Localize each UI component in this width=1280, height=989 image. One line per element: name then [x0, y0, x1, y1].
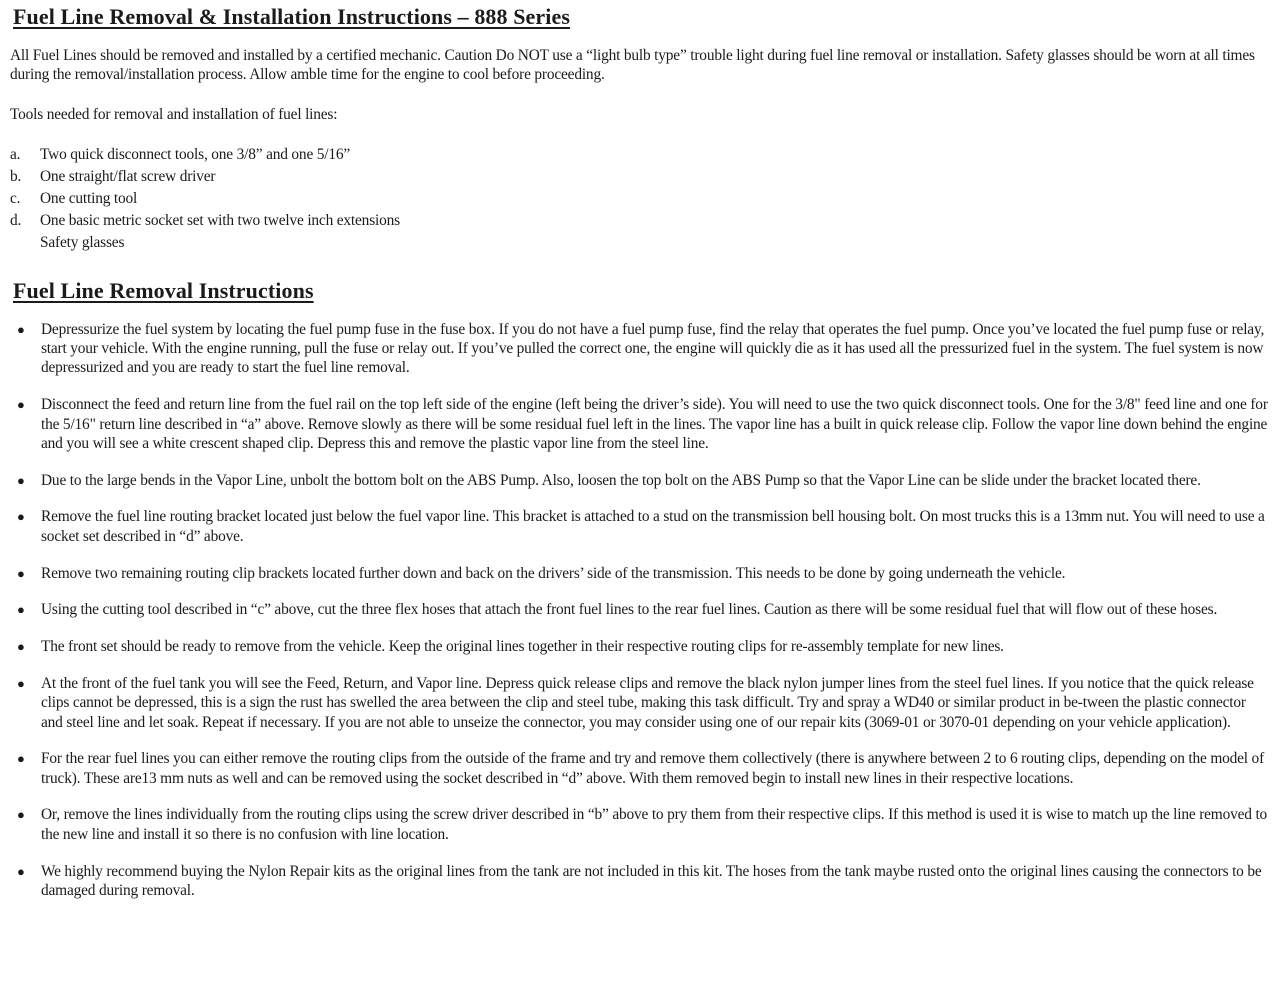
tool-text-d: One basic metric socket set with two twelve inch extensions: [40, 211, 400, 229]
section-heading: [13, 278, 1268, 304]
tool-item-a: [10, 144, 1268, 166]
bullet-icon: ●: [17, 863, 25, 879]
instruction-step-1: [10, 320, 1268, 378]
instruction-step-6: [10, 600, 1268, 619]
bullet-icon: ●: [17, 751, 25, 767]
step-text-7: The front set should be ready to remove from the vehicle. Keep the original lines together in their respective routing clips for re-assembly template for new lines.: [41, 638, 1004, 656]
instruction-steps: [10, 320, 1268, 900]
instruction-step-11: [10, 862, 1268, 901]
instruction-step-3: [10, 471, 1268, 490]
instruction-step-5: [10, 564, 1268, 583]
step-text-9: For the rear fuel lines you can either remove the routing clips from the outside of the frame and try and remove them collectively (there is anywhere between 2 to 6 routing clips, depending on the model of truck). These are13 mm nuts as well and can be removed using the socket described in “d” above. With them removed begin to install new lines in their respective locations.: [41, 750, 1265, 787]
tool-text-b: One straight/flat screw driver: [40, 167, 216, 185]
section-heading-text: Fuel Line Removal Instructions: [13, 277, 314, 303]
bullet-icon: ●: [17, 807, 25, 823]
bullet-icon: ●: [17, 675, 25, 691]
tool-text-safety-glasses: Safety glasses: [40, 233, 125, 251]
tool-item-d: [10, 210, 1268, 232]
instruction-step-8: [10, 674, 1268, 732]
step-text-11: We highly recommend buying the Nylon Repair kits as the original lines from the tank are not included in this kit. The hoses from the tank maybe rusted onto the original lines causing the connectors to be damaged during removal.: [41, 862, 1262, 899]
tool-marker-c: c.: [10, 189, 21, 207]
instruction-step-9: [10, 749, 1268, 788]
tools-heading: Tools needed for removal and installation of fuel lines:: [10, 105, 338, 123]
tool-marker-b: b.: [10, 167, 22, 185]
instruction-step-4: [10, 507, 1268, 546]
step-text-5: Remove two remaining routing clip brackets located further down and back on the drivers’ side of the transmission. This needs to be done by going underneath the vehicle.: [41, 564, 1066, 582]
step-text-10: Or, remove the lines individually from the routing clips using the screw driver described in “b” above to pry them from their respective clips. If this method is used it is wise to match up the line removed to the new line and install it so there is no confusion with line location.: [41, 806, 1268, 843]
step-text-4: Remove the fuel line routing bracket located just below the fuel vapor line. This bracket is attached to a stud on the transmission bell housing bolt. On most trucks this is a 13mm nut. You will need to use a socket set described in “d” above.: [41, 508, 1265, 545]
bullet-icon: ●: [17, 639, 25, 655]
tool-text-c: One cutting tool: [40, 189, 138, 207]
step-text-8: At the front of the fuel tank you will see the Feed, Return, and Vapor line. Depress quick release clips and remove the black nylon jumper lines from the steel fuel lines. If you notice that the quick release clips cannot be depressed, this is a sign the rust has swelled the area between the clip and steel tube, making this task difficult. Try and spray a WD40 or similar product in be-tween the plastic connector and steel line and let soak. Repeat if necessary. If you are not able to unseize the connector, you may consider using one of our repair kits (3069-01 or 3070-01 depending on your vehicle application).: [41, 674, 1254, 731]
bullet-icon: ●: [17, 602, 25, 618]
intro-paragraph: All Fuel Lines should be removed and installed by a certified mechanic. Caution Do NOT use a “light bulb type” trouble light during fuel line removal or installation. Safety glasses should be worn at all times during the removal/installation process. Allow amble time for the engine to cool before proceeding.: [10, 47, 1255, 84]
tool-text-a: Two quick disconnect tools, one 3/8” and one 5/16”: [40, 145, 351, 163]
tool-item-c: [10, 188, 1268, 210]
bullet-icon: ●: [17, 565, 25, 581]
tool-item-safety-glasses: [10, 232, 1268, 254]
instruction-step-10: [10, 805, 1268, 844]
tool-marker-a: a.: [10, 145, 21, 163]
bullet-icon: ●: [17, 472, 25, 488]
document-title-text: Fuel Line Removal & Installation Instructions – 888 Series: [13, 4, 571, 29]
tools-list: [10, 144, 1268, 254]
bullet-icon: ●: [17, 397, 25, 413]
document-title: [13, 4, 1268, 30]
step-text-1: Depressurize the fuel system by locating the fuel pump fuse in the fuse box. If you do not have a fuel pump fuse, find the relay that operates the fuel pump. Once you’ve located the fuel pump fuse or relay, start your vehicle. With the engine running, pull the fuse or relay out. If you’ve pulled the correct one, the engine will quickly die as it has used all the pressurized fuel in the system. The fuel system is now depressurized and you are ready to start the fuel line removal.: [41, 320, 1265, 377]
step-text-6: Using the cutting tool described in “c” above, cut the three flex hoses that attach the front fuel lines to the rear fuel lines. Caution as there will be some residual fuel that will flow out of these hoses.: [41, 601, 1218, 619]
step-text-3: Due to the large bends in the Vapor Line, unbolt the bottom bolt on the ABS Pump. Also, loosen the top bolt on the ABS Pump so that the Vapor Line can be slide under the bracket located there.: [41, 471, 1201, 489]
step-text-2: Disconnect the feed and return line from the fuel rail on the top left side of the engine (left being the driver’s side). You will need to use the two quick disconnect tools. One for the 3/8" feed line and one for the 5/16" return line described in “a” above. Remove slowly as there will be some residual fuel left in the lines. The vapor line has a built in quick release clip. Follow the vapor line down behind the engine and you will see a white crescent shaped clip. Depress this and remove the plastic vapor line from the steel line.: [41, 396, 1268, 452]
instruction-step-7: [10, 637, 1268, 656]
tool-item-b: [10, 166, 1268, 188]
bullet-icon: ●: [17, 321, 25, 337]
bullet-icon: ●: [17, 509, 25, 525]
instruction-step-2: [10, 395, 1268, 453]
tool-marker-d: d.: [10, 211, 22, 229]
